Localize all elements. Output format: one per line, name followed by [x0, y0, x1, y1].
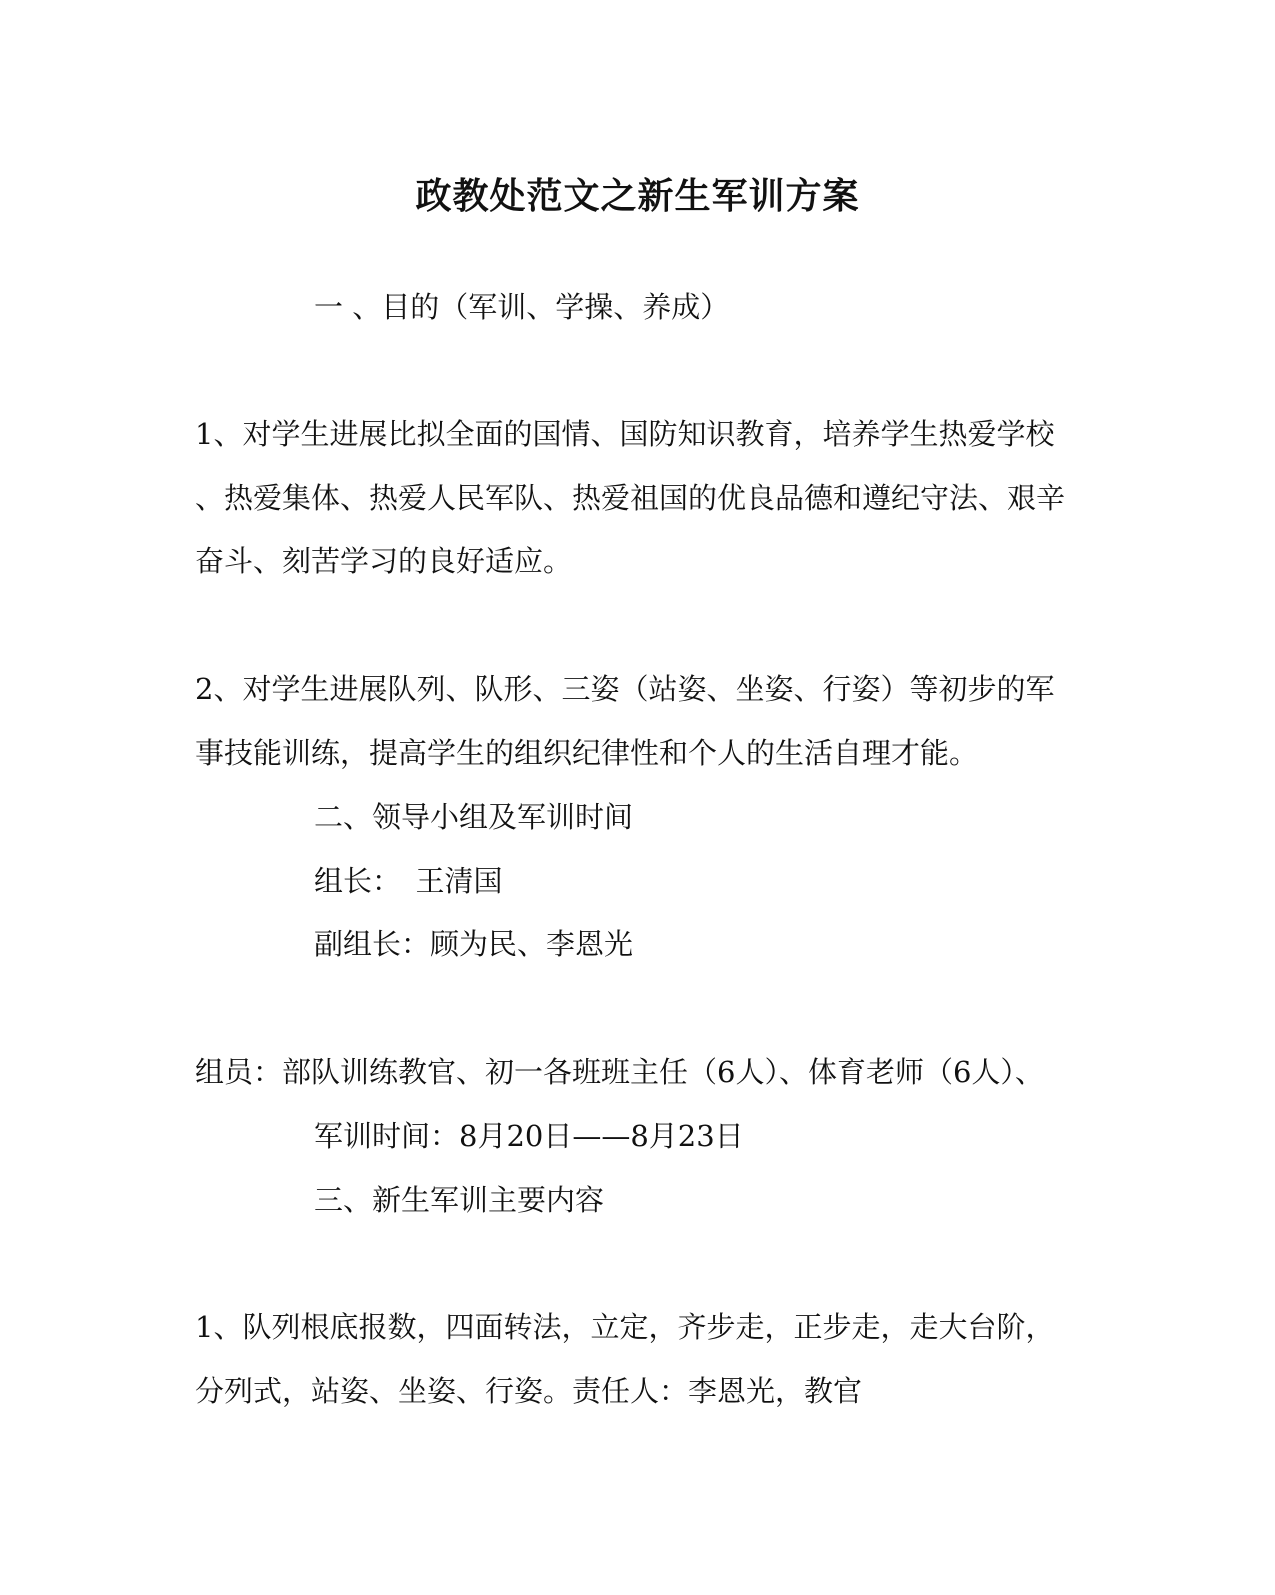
paragraph-line: 、热爱集体、热爱人民军队、热爱祖国的优良品德和遵纪守法、艰辛	[195, 481, 1066, 515]
section-heading-content: 三、新生军训主要内容	[314, 1183, 605, 1217]
document-title: 政教处范文之新生军训方案	[415, 175, 860, 217]
training-time-line: 军训时间：8月20日——8月23日	[314, 1119, 744, 1153]
members-line: 组员：部队训练教官、初一各班班主任（6人）、体育老师（6人）、	[195, 1055, 1044, 1089]
section-heading-purpose: 一 、目的（军训、学操、养成）	[314, 290, 730, 324]
paragraph-line: 1、对学生进展比拟全面的国情、国防知识教育，培养学生热爱学校	[195, 417, 1055, 451]
paragraph-line: 分列式，站姿、坐姿、行姿。责任人：李恩光，教官	[195, 1374, 863, 1408]
section-heading-leadership: 二、领导小组及军训时间	[314, 800, 634, 834]
paragraph-line: 1、队列根底报数，四面转法，立定，齐步走，正步走，走大台阶，	[195, 1310, 1055, 1344]
paragraph-line: 奋斗、刻苦学习的良好适应。	[195, 544, 573, 578]
paragraph-line: 2、对学生进展队列、队形、三姿（站姿、坐姿、行姿）等初步的军	[195, 672, 1055, 706]
deputy-leader-line: 副组长：顾为民、李恩光	[314, 927, 634, 961]
paragraph-line: 事技能训练，提高学生的组织纪律性和个人的生活自理才能。	[195, 736, 979, 770]
group-leader-line: 组长： 王清国	[314, 864, 503, 898]
